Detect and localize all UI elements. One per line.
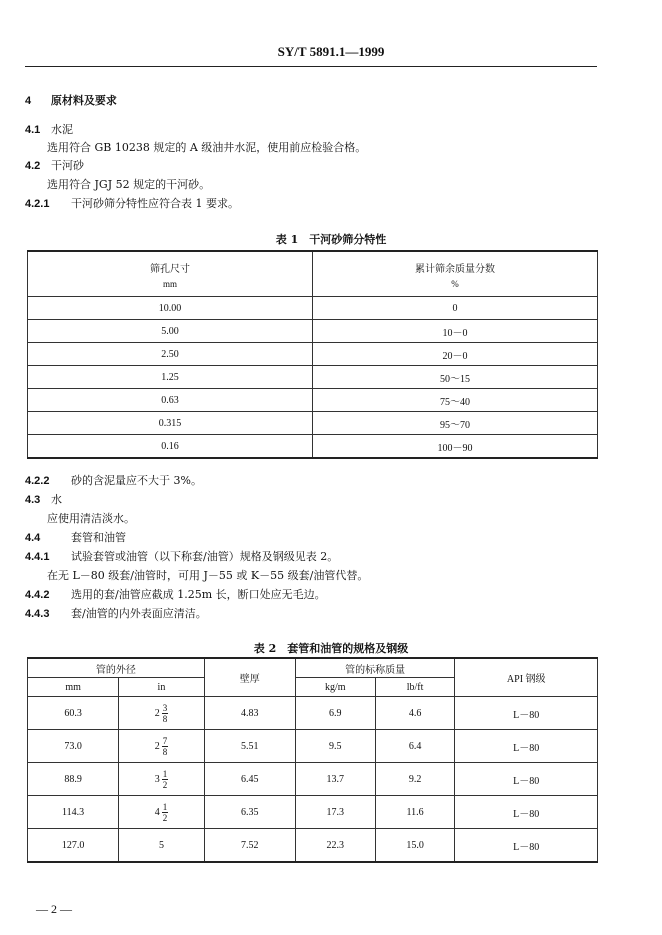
section-number: 4 xyxy=(25,95,32,107)
table-cell: 3 1 2 xyxy=(119,763,205,796)
clause-title: 套/油管的内外表面应清洁。 xyxy=(71,607,207,620)
clause-number: 4.1 xyxy=(25,124,41,136)
clause-title: 试验套管或油管（以下称套/油管）规格及钢级见表 2。 xyxy=(71,550,339,563)
table-row xyxy=(28,763,598,796)
table-header-row xyxy=(28,658,598,678)
clause-4-2-1 xyxy=(25,195,239,211)
running-header: SY/T 5891.1—1999 xyxy=(277,44,385,59)
table-cell: 75～40 xyxy=(313,389,598,412)
table-cell: 6.45 xyxy=(204,763,295,796)
table-cell: 1.25 xyxy=(28,366,313,389)
table-cell: 100－90 xyxy=(313,435,598,459)
clause-number: 4.4 xyxy=(25,532,41,544)
header-sieve-size: 筛孔尺寸 mm xyxy=(28,251,313,297)
table-row xyxy=(28,366,598,389)
table-cell: 73.0 xyxy=(28,730,119,763)
table-cell: 17.3 xyxy=(295,796,375,829)
table-cell: 4.6 xyxy=(375,697,455,730)
clause-title: 水泥 xyxy=(51,123,73,136)
section-title: 原材料及要求 xyxy=(50,94,117,107)
clause-4-4-1 xyxy=(25,548,338,564)
header-outer-diameter: 管的外径 xyxy=(28,658,205,678)
table-cell: 11.6 xyxy=(375,796,455,829)
clause-text: 选用符合 GB 10238 规定的 A 级油井水泥，使用前应检验合格。 xyxy=(47,141,367,154)
clause-4-4-3 xyxy=(25,605,207,621)
clause-4-2-2 xyxy=(25,472,202,488)
clause-number: 4.2 xyxy=(25,160,41,172)
table-cell: kg/m xyxy=(295,678,375,697)
table-cell: L－80 xyxy=(455,796,598,829)
table-cell: 10.00 xyxy=(28,297,313,320)
clause-number: 4.4.2 xyxy=(25,589,50,601)
clause-text: 选用符合 JGJ 52 规定的干河砂。 xyxy=(47,178,211,191)
header-api-grade: API 钢级 xyxy=(455,658,598,697)
table-row xyxy=(28,796,598,829)
clause-4-4 xyxy=(25,529,126,545)
clause-title: 干河砂筛分特性应符合表 1 要求。 xyxy=(71,197,239,210)
header-residue: 累计筛余质量分数 % xyxy=(313,251,598,297)
page-number: — 2 — xyxy=(36,902,72,916)
clause-title: 干河砂 xyxy=(51,159,84,172)
table-cell: 10－0 xyxy=(313,320,598,343)
clause-number: 4.4.3 xyxy=(25,608,50,620)
section-heading xyxy=(25,92,117,108)
clause-number: 4.4.1 xyxy=(25,551,50,563)
table-cell: 5.51 xyxy=(204,730,295,763)
table-cell: 95～70 xyxy=(313,412,598,435)
table-cell: L－80 xyxy=(455,697,598,730)
table-cell: 6.4 xyxy=(375,730,455,763)
table-row xyxy=(28,389,598,412)
header-wall: 壁厚 xyxy=(204,658,295,697)
table-cell: mm xyxy=(28,678,119,697)
header-mass: 管的标称质量 xyxy=(295,658,455,678)
table-cell: L－80 xyxy=(455,829,598,863)
clause-text: 应使用清洁淡水。 xyxy=(47,512,135,525)
clause-4-3 xyxy=(25,491,62,507)
table-cell: 9.5 xyxy=(295,730,375,763)
table-cell: L－80 xyxy=(455,730,598,763)
table-cell: 4.83 xyxy=(204,697,295,730)
table-row xyxy=(28,730,598,763)
table-cell: 15.0 xyxy=(375,829,455,863)
clause-title: 套管和油管 xyxy=(71,531,126,544)
clause-4-1 xyxy=(25,121,73,137)
table-cell: 7.52 xyxy=(204,829,295,863)
clause-4-2 xyxy=(25,157,84,173)
header-rule xyxy=(25,66,597,67)
table-cell: 0.16 xyxy=(28,435,313,459)
table-cell: 20－0 xyxy=(313,343,598,366)
clause-number: 4.2.2 xyxy=(25,475,50,487)
table-cell: 0.315 xyxy=(28,412,313,435)
table-cell: 2.50 xyxy=(28,343,313,366)
clause-title: 水 xyxy=(51,493,62,506)
table-cell: 2 7 8 xyxy=(119,730,205,763)
table-cell: 60.3 xyxy=(28,697,119,730)
table-header-row xyxy=(28,251,598,297)
table-cell: 5 xyxy=(119,829,205,863)
table-row xyxy=(28,435,598,459)
table-row xyxy=(28,697,598,730)
table-row xyxy=(28,297,598,320)
table-cell: 5.00 xyxy=(28,320,313,343)
table-cell: L－80 xyxy=(455,763,598,796)
table-cell: 88.9 xyxy=(28,763,119,796)
table-cell: 127.0 xyxy=(28,829,119,863)
sieve-table xyxy=(27,250,598,459)
clause-4-4-2 xyxy=(25,586,326,602)
clause-number: 4.2.1 xyxy=(25,198,50,210)
table-cell: 114.3 xyxy=(28,796,119,829)
table-cell: 6.35 xyxy=(204,796,295,829)
table-cell: 50～15 xyxy=(313,366,598,389)
clause-title: 选用的套/油管应截成 1.25m 长，断口处应无毛边。 xyxy=(71,588,326,601)
table-cell: in xyxy=(119,678,205,697)
table-cell: 2 3 8 xyxy=(119,697,205,730)
table-cell: 13.7 xyxy=(295,763,375,796)
clause-title: 砂的含泥量应不大于 3%。 xyxy=(71,474,202,487)
table-row xyxy=(28,829,598,863)
table-row xyxy=(28,320,598,343)
table1-caption: 表 1 干河砂筛分特性 xyxy=(275,233,387,246)
clause-text: 在无 L－80 级套/油管时，可用 J－55 或 K－55 级套/油管代替。 xyxy=(47,569,369,582)
clause-number: 4.3 xyxy=(25,494,41,506)
table-cell: 4 1 2 xyxy=(119,796,205,829)
table-cell: 6.9 xyxy=(295,697,375,730)
table-row xyxy=(28,412,598,435)
table-cell: lb/ft xyxy=(375,678,455,697)
table-cell: 0.63 xyxy=(28,389,313,412)
table-cell: 22.3 xyxy=(295,829,375,863)
table-cell: 9.2 xyxy=(375,763,455,796)
table-cell: 0 xyxy=(313,297,598,320)
casing-table xyxy=(27,657,598,863)
table-row xyxy=(28,343,598,366)
table2-caption: 表 2 套管和油管的规格及钢级 xyxy=(253,642,409,655)
